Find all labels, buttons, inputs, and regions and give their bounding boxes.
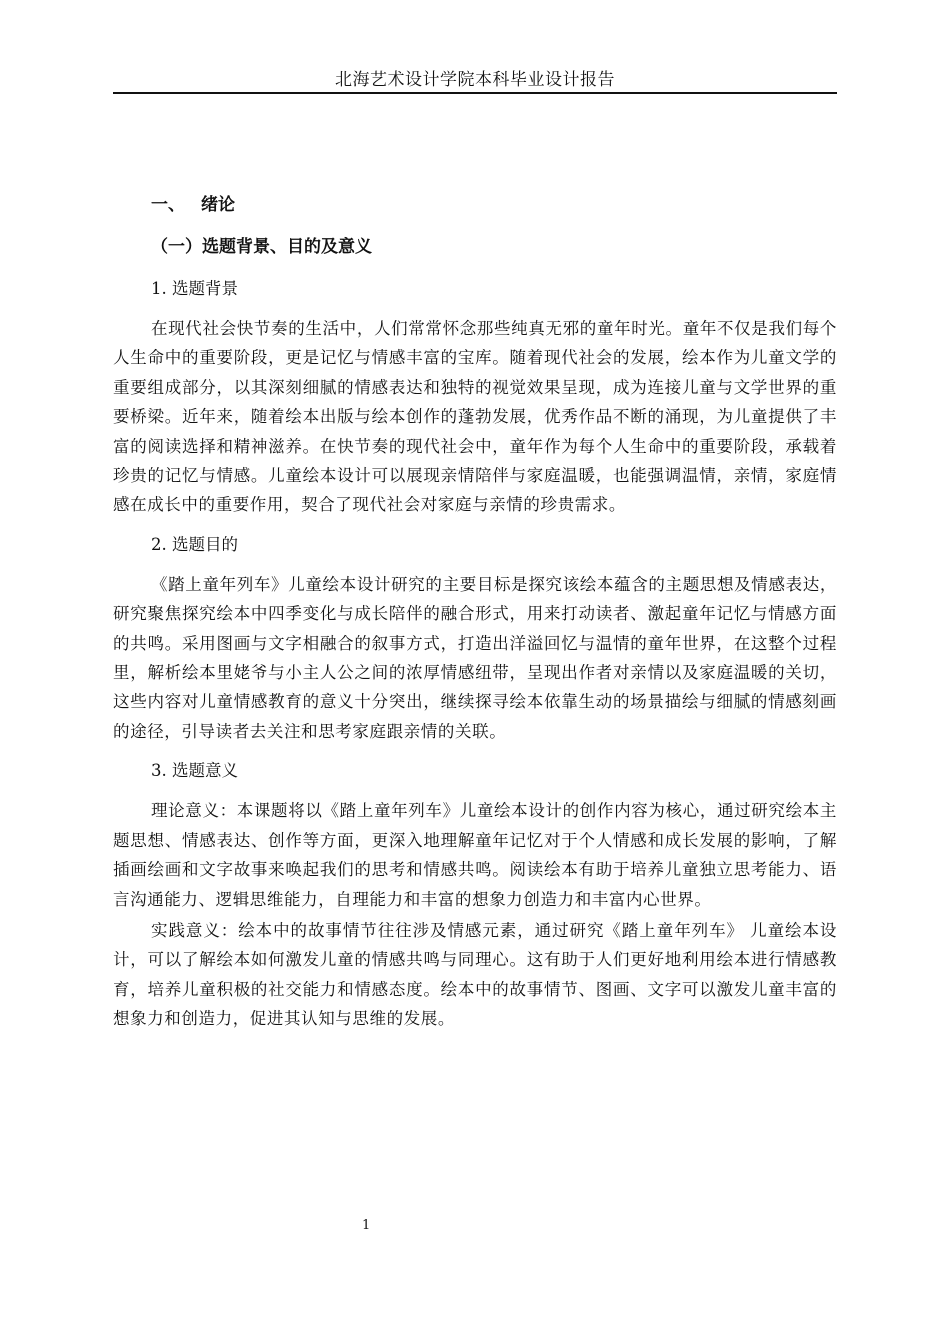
document-body xyxy=(113,188,837,1042)
page-number: 1 xyxy=(362,1218,371,1233)
paragraph-background: 在现代社会快节奏的生活中，人们常常怀念那些纯真无邪的童年时光。童年不仅是我们每个人生命中的重要阶段，更是记忆与情感丰富的宝库。随着现代社会的发展，绘本作为儿童文学的重要组成部分，以其深刻细腻的情感表达和独特的视觉效果呈现，成为连接儿童与文学世界的重要桥梁。近年来，随着绘本出版与绘本创作的蓬勃发展，优秀作品不断的涌现，为儿童提供了丰富的阅读选择和精神滋养。在快节奏的现代社会中，童年作为每个人生命中的重要阶段，承载着珍贵的记忆与情感。儿童绘本设计可以展现亲情陪伴与家庭温暖，也能强调温情，亲情，家庭情感在成长中的重要作用，契合了现代社会对家庭与亲情的珍贵需求。 xyxy=(113,319,837,515)
header-divider xyxy=(113,92,837,94)
paragraph-practical-significance: 实践意义：绘本中的故事情节往往涉及情感元素，通过研究《踏上童年列车》 儿童绘本设计，可以了解绘本如何激发儿童的情感共鸣与同理心。这有助于人们更好地利用绘本进行情感教育，培养儿童积极的社交能力和情感态度。绘本中的故事情节、图画、文字可以激发儿童丰富的想象力和创造力，促进其认知与思维的发展。 xyxy=(113,920,837,1029)
page-header-title: 北海艺术设计学院本科毕业设计报告 xyxy=(335,70,615,90)
item-heading-significance: 3. 选题意义 xyxy=(151,761,238,781)
item-heading-purpose: 2. 选题目的 xyxy=(151,534,238,554)
section-heading xyxy=(113,188,837,222)
section-number: 一、 xyxy=(151,195,185,215)
section-title: 绪论 xyxy=(201,195,235,215)
paragraph-purpose: 《踏上童年列车》儿童绘本设计研究的主要目标是探究该绘本蕴含的主题思想及情感表达，研究聚焦探究绘本中四季变化与成长陪伴的融合形式，用来打动读者、激起童年记忆与情感方面的共鸣。采用图画与文字相融合的叙事方式，打造出洋溢回忆与温情的童年世界，在这整个过程里，解析绘本里姥爷与小主人公之间的浓厚情感纽带，呈现出作者对亲情以及家庭温暖的关切，这些内容对儿童情感教育的意义十分突出，继续探寻绘本依靠生动的场景描绘与细腻的情感刻画的途径，引导读者去关注和思考家庭跟亲情的关联。 xyxy=(113,574,837,741)
subsection-heading: （一）选题背景、目的及意义 xyxy=(151,237,372,257)
item-heading-background: 1. 选题背景 xyxy=(151,279,238,298)
paragraph-theoretical-significance: 理论意义：本课题将以《踏上童年列车》儿童绘本设计的创作内容为核心，通过研究绘本主题思想、情感表达、创作等方面，更深入地理解童年记忆对于个人情感和成长发展的影响，了解插画绘画和文字故事来唤起我们的思考和情感共鸣。阅读绘本有助于培养儿童独立思考能力、语言沟通能力、逻辑思维能力，自理能力和丰富的想象力创造力和丰富内心世界。 xyxy=(113,801,837,909)
